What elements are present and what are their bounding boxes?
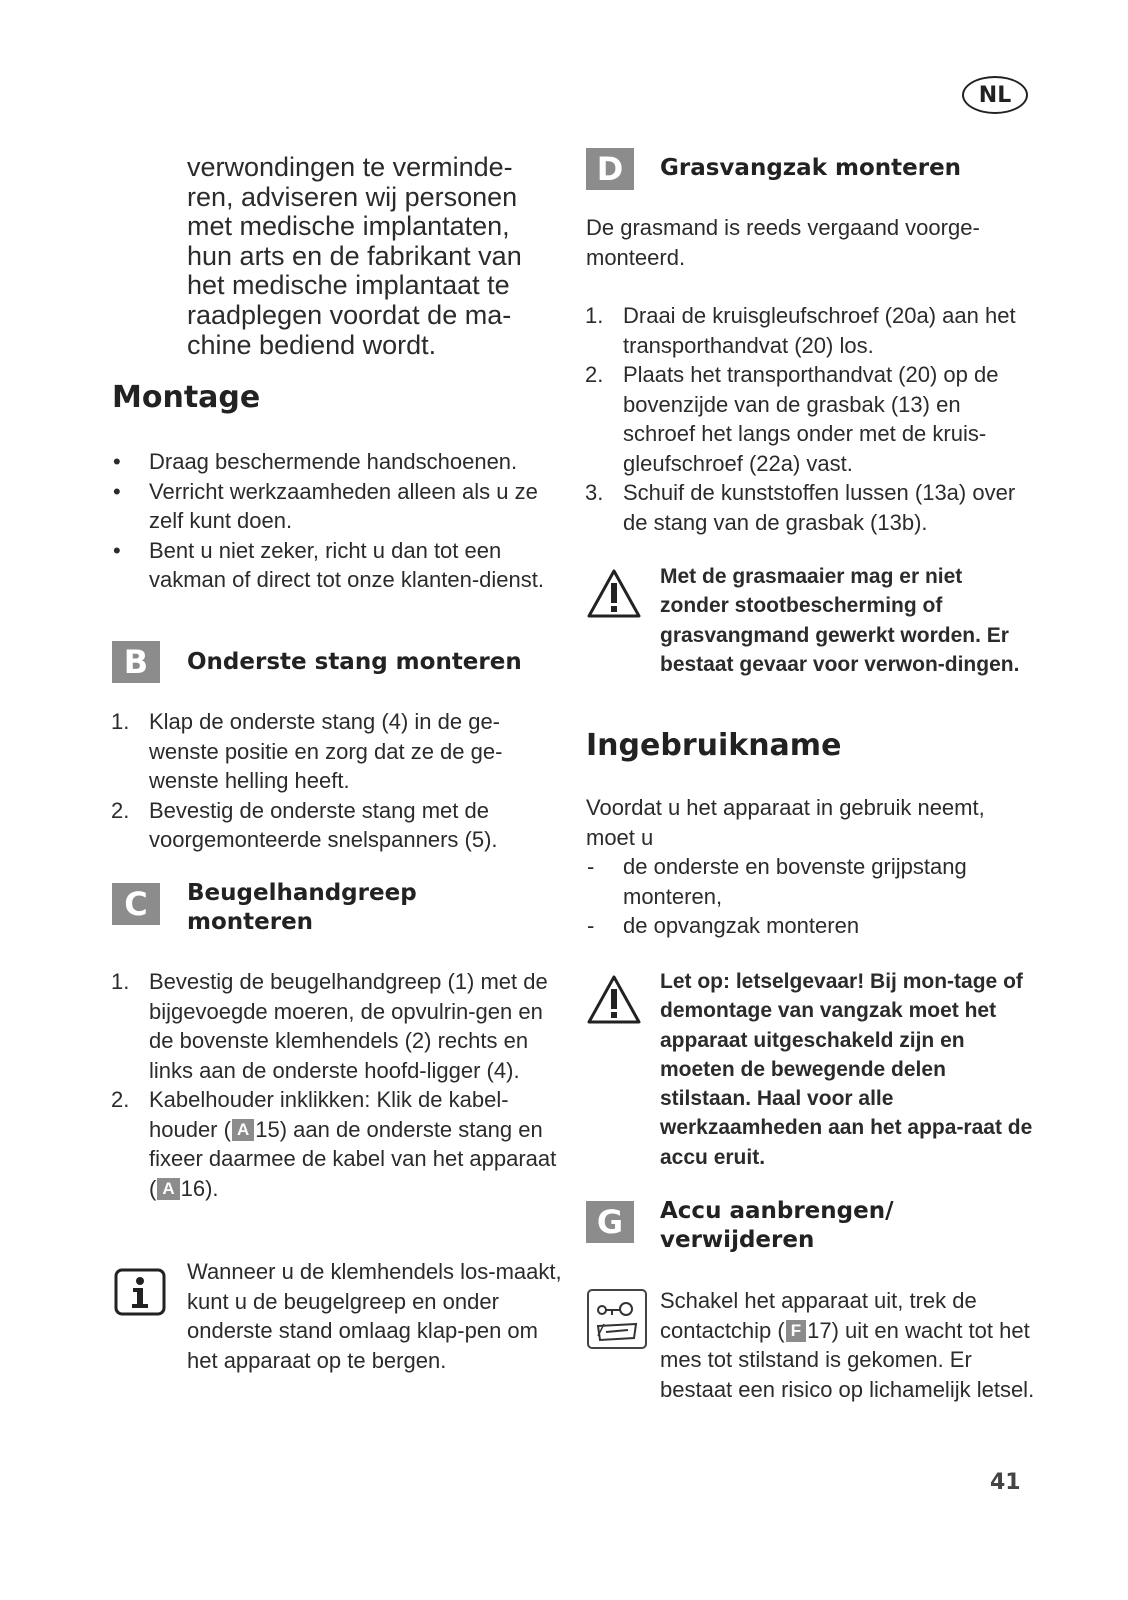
key-book-icon <box>586 1288 648 1355</box>
section-d-steps <box>585 301 1033 537</box>
warning-text-letselgevaar: Let op: letselgevaar! Bij mon-tage of demontage van vangzak moet het apparaat uitgeschakeld zijn en moeten de bewegende delen stilstaan. Haal voor alle werkzaamheden aan het appa-raat de accu eruit. <box>660 970 1033 1169</box>
list-item: 2. Bevestig de onderste stang met de voorgemonteerde snelspanners (5). <box>111 797 498 852</box>
list-item: • Bent u niet zeker, richt u dan tot een vakman of direct tot onze klanten-dienst. <box>113 537 544 592</box>
figure-ref-f: F <box>786 1320 806 1342</box>
figure-ref-a: A <box>157 1178 179 1200</box>
list-item: 2. Kabelhouder inklikken: Klik de kabel-houder ( A 15) aan de onderste stang en fixeer daarmee de kabel van het apparaat ( A 16). <box>111 1087 557 1201</box>
warning-text-grasmaaier: Met de grasmaaier mag er niet zonder stootbescherming of grasvangmand gewerkt worden. Er bestaat gevaar voor verwon-dingen. <box>660 565 1020 676</box>
language-badge: NL <box>962 76 1028 114</box>
section-letter-g: G <box>586 1201 634 1243</box>
info-icon <box>114 1268 166 1321</box>
warning-triangle-icon <box>586 568 642 625</box>
warning-triangle-icon <box>586 974 642 1031</box>
section-d-intro: De grasmand is reeds vergaand voorge-monteerd. <box>586 215 980 270</box>
montage-bullet-list <box>113 447 559 595</box>
ingebruikname-intro: Voordat u het apparaat in gebruik neemt, moet u <box>586 795 985 850</box>
section-d-heading: Grasvangzak monteren <box>660 155 962 181</box>
section-letter-d: D <box>586 148 634 190</box>
section-g-heading: Accu aanbrengen/ verwijderen <box>660 1198 894 1253</box>
list-item: • Verricht werkzaamheden alleen als u ze zelf kunt doen. <box>113 478 538 533</box>
list-item: 3. Schuif de kunststoffen lussen (13a) over de stang van de grasbak (13b). <box>585 480 1016 535</box>
section-letter-c: C <box>112 883 160 925</box>
ingebruikname-heading: Ingebruikname <box>586 728 842 763</box>
section-b-heading: Onderste stang monteren <box>187 649 522 675</box>
list-item: 1. Bevestig de beugelhandgreep (1) met de bijgevoegde moeren, de opvulrin-gen en de bovenste klemhendels (2) rechts en links aan de onderste hoofd-ligger (4). <box>111 969 548 1083</box>
list-item: 2. Plaats het transporthandvat (20) op de bovenzijde van de grasbak (13) en schroef het langs onder met de kruis-gleufschroef (22a) vast. <box>585 362 999 476</box>
intro-paragraph: verwondingen te verminde-ren, adviseren wij personen met medische implantaten, hun arts en de fabrikant van het medische implantaat te raadplegen voordat de ma-chine bediend wordt. <box>187 152 522 360</box>
section-g-text: Schakel het apparaat uit, trek de contactchip ( F 17) uit en wacht tot het mes tot stilstand is gekomen. Er bestaat een risico op lichamelijk letsel. <box>660 1288 1035 1402</box>
section-c-steps <box>111 967 561 1203</box>
page-number: 41 <box>990 1470 1021 1495</box>
list-item: • Draag beschermende handschoenen. <box>113 449 518 474</box>
ingebruikname-dash-list <box>587 852 1028 941</box>
list-item: 1. Draai de kruisgleufschroef (20a) aan het transporthandvat (20) los. <box>585 303 1016 358</box>
info-note-text: Wanneer u de klemhendels los-maakt, kunt u de beugelgreep en onder onderste stand omlaag klap-pen om het apparaat op te bergen. <box>187 1259 562 1373</box>
figure-ref-a: A <box>232 1119 254 1141</box>
section-b-steps <box>111 707 559 855</box>
list-item: 1. Klap de onderste stang (4) in de ge-wenste positie en zorg dat ze de ge-wenste helling heeft. <box>111 709 503 793</box>
section-c-heading: Beugelhandgreep monteren <box>187 880 417 935</box>
montage-heading: Montage <box>112 380 261 415</box>
list-item: - de opvangzak monteren <box>587 913 860 938</box>
section-letter-b: B <box>112 641 160 683</box>
list-item: - de onderste en bovenste grijpstang monteren, <box>587 854 967 909</box>
